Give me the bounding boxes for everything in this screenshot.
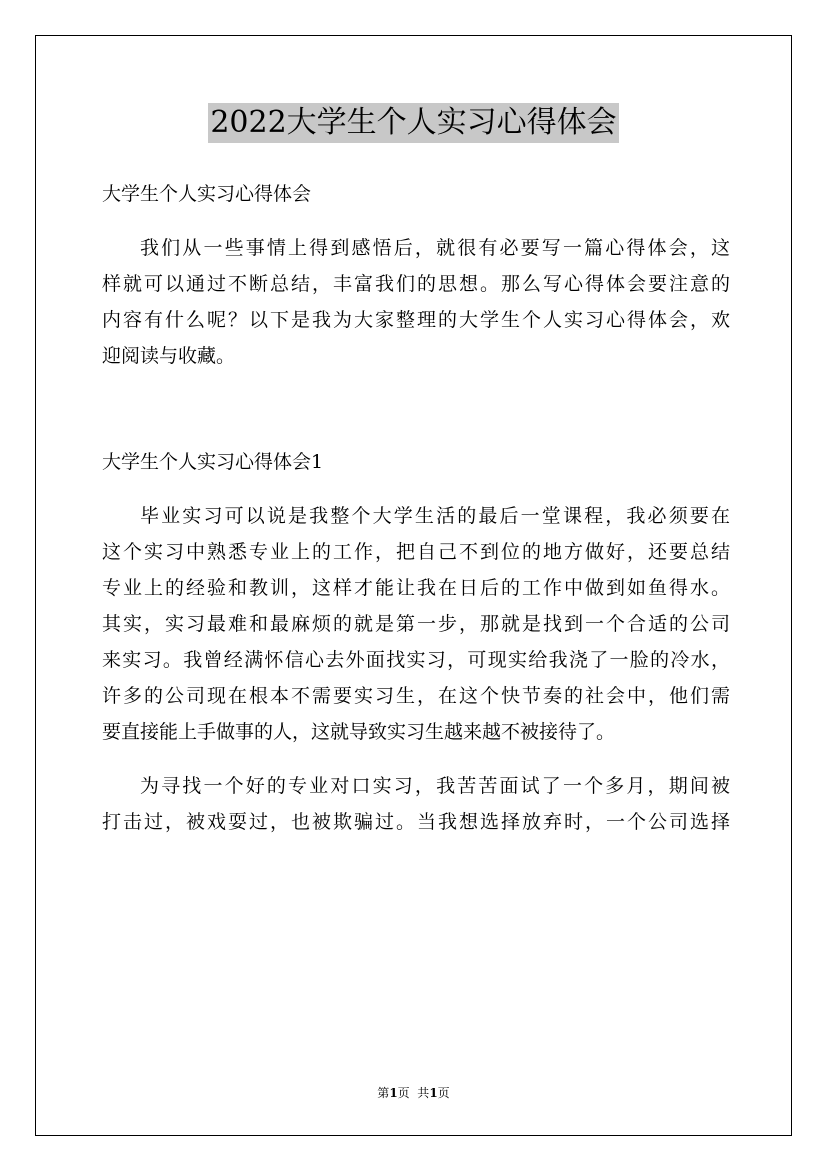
footer-page-suffix: 页	[437, 1086, 450, 1100]
footer-page-mid: 页 共	[397, 1086, 430, 1100]
intro-heading: 大学生个人实习心得体会	[102, 183, 312, 205]
document-title: 2022大学生个人实习心得体会	[208, 103, 618, 143]
intro-line: 迎阅读与收藏。	[102, 345, 236, 367]
paragraph-line: 要直接能上手做事的人，这就导致实习生越来越不被接待了。	[102, 721, 616, 743]
section1-paragraph-2	[102, 768, 730, 840]
paragraph-line: 这个实习中熟悉专业上的工作，把自己不到位的地方做好，还要总结	[102, 541, 730, 563]
paragraph-line: 其实，实习最难和最麻烦的就是第一步，那就是找到一个合适的公司	[102, 613, 730, 635]
paragraph-line: 许多的公司现在根本不需要实习生，在这个快节奏的社会中，他们需	[102, 685, 730, 707]
paragraph-line: 来实习。我曾经满怀信心去外面找实习，可现实给我浇了一脸的冷水，	[102, 649, 730, 671]
spacer	[102, 480, 730, 498]
spacer	[102, 750, 730, 768]
document-body	[102, 176, 730, 840]
paragraph-line: 专业上的经验和教训，这样才能让我在日后的工作中做到如鱼得水。	[102, 577, 730, 599]
spacer	[102, 212, 730, 230]
title-container	[0, 103, 827, 143]
page-footer	[0, 1085, 827, 1101]
paragraph-line: 打击过，被戏耍过，也被欺骗过。当我想选择放弃时，一个公司选择	[102, 811, 730, 833]
paragraph-line: 为寻找一个好的专业对口实习，我苦苦面试了一个多月，期间被	[140, 775, 730, 797]
section1-paragraph-1	[102, 498, 730, 750]
intro-paragraph	[102, 230, 730, 374]
footer-total-pages: 1	[429, 1086, 438, 1100]
spacer	[102, 374, 730, 444]
intro-line: 样就可以通过不断总结，丰富我们的思想。那么写心得体会要注意的	[102, 273, 730, 295]
footer-page-prefix: 第	[377, 1086, 390, 1100]
intro-line: 我们从一些事情上得到感悟后，就很有必要写一篇心得体会，这	[140, 237, 730, 259]
intro-line: 内容有什么呢？以下是我为大家整理的大学生个人实习心得体会，欢	[102, 309, 730, 331]
footer-page-number: 1	[389, 1086, 398, 1100]
paragraph-line: 毕业实习可以说是我整个大学生活的最后一堂课程，我必须要在	[140, 505, 730, 527]
section1-heading: 大学生个人实习心得体会1	[102, 451, 324, 473]
